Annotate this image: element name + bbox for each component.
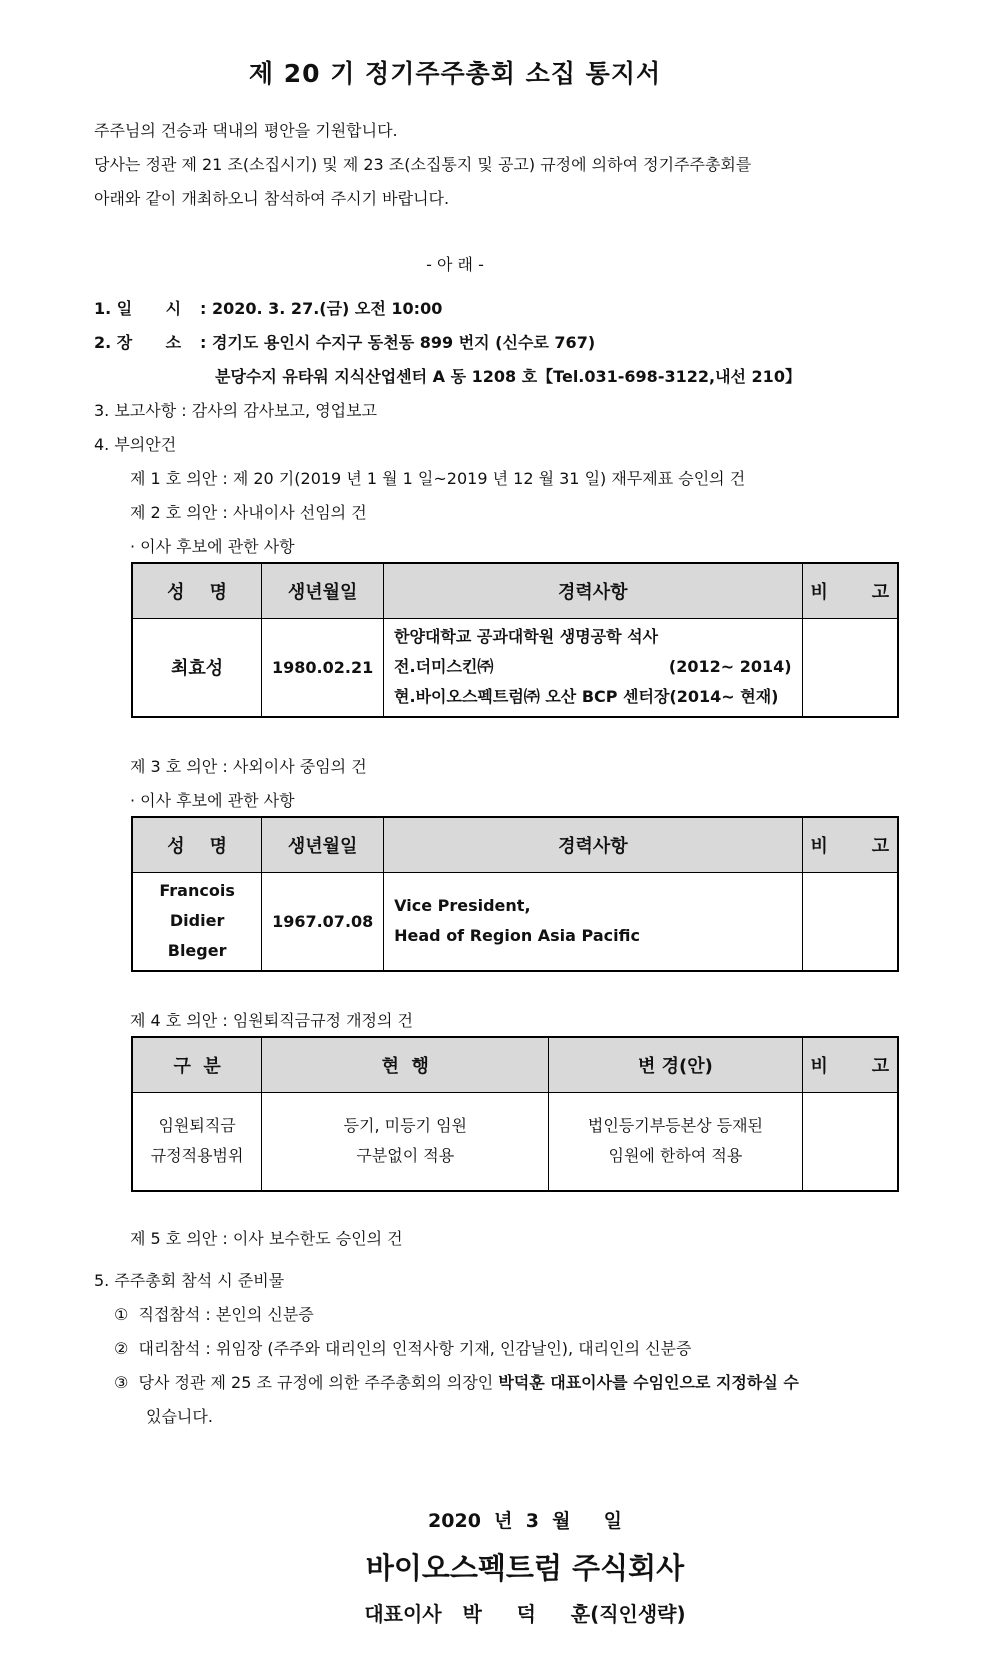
table-header-row	[132, 817, 898, 873]
footer-representative: 대표이사 박 덕 훈(직인생략)	[364, 1602, 686, 1626]
rule-current-2: 구분없이 적용	[356, 1146, 455, 1166]
intro-line-2: 당사는 정관 제 21 조(소집시기) 및 제 23 조(소집통지 및 공고) 규정에 의하여 정기주주총회를	[94, 155, 752, 174]
rule-category-1: 임원퇴직금	[158, 1116, 236, 1136]
place-value-2: 분당수지 유타워 지식산업센터 A 동 1208 호【Tel.031-698-3122,내선 210】	[215, 367, 801, 386]
agenda-4: 제 4 호 의안 : 임원퇴직금규정 개정의 건	[130, 1011, 414, 1030]
rule-category-2: 규정적용범위	[150, 1146, 244, 1166]
candidate-name	[132, 873, 262, 971]
datetime-label: 1. 일 시	[94, 299, 182, 318]
intro-line-1: 주주님의 건승과 댁내의 평안을 기원합니다.	[94, 121, 398, 140]
header-note: 비 고	[802, 1037, 898, 1093]
candidate-name-1: Francois	[159, 881, 235, 901]
career-line-2-company: 전.더미스킨㈜	[394, 657, 494, 677]
career-line-2: Head of Region Asia Pacific	[394, 926, 640, 946]
header-change: 변 경(안)	[549, 1037, 802, 1093]
footer-date: 2020 년 3 월 일	[428, 1510, 622, 1532]
intro-line-3: 아래와 같이 개최하오니 참석하여 주시기 바랍니다.	[94, 189, 450, 208]
rule-category	[132, 1093, 262, 1191]
candidate-name: 최효성	[132, 619, 262, 717]
candidate-birth: 1967.07.08	[262, 873, 384, 971]
table-header-row	[132, 563, 898, 619]
rule-change-1: 법인등기부등본상 등재된	[587, 1116, 763, 1136]
header-note: 비 고	[802, 817, 898, 873]
prep-item-1: ① 직접참석 : 본인의 신분증	[114, 1305, 314, 1324]
header-career: 경력사항	[384, 817, 802, 873]
header-birth: 생년월일	[262, 817, 384, 873]
prep-heading: 5. 주주총회 참석 시 준비물	[94, 1271, 285, 1290]
agenda-1: 제 1 호 의안 : 제 20 기(2019 년 1 월 1 일~2019 년 12 월 31 일) 재무제표 승인의 건	[130, 469, 746, 488]
footer-company: 바이오스펙트럼 주식회사	[365, 1551, 685, 1585]
prep-item-2: ② 대리참석 : 위임장 (주주와 대리인의 인적사항 기재, 인감날인), 대리인의 신분증	[114, 1339, 692, 1358]
rule-change-2: 임원에 한하여 적용	[608, 1146, 743, 1166]
candidate-name-3: Bleger	[167, 941, 227, 961]
career-line-2	[394, 652, 802, 682]
agenda-heading: 4. 부의안건	[94, 435, 177, 454]
table-row	[132, 873, 898, 971]
candidate-note-2: · 이사 후보에 관한 사항	[130, 791, 295, 810]
center-mark: - 아 래 -	[426, 255, 484, 274]
page-title: 제 20 기 정기주주총회 소집 통지서	[248, 59, 662, 88]
agenda-2: 제 2 호 의안 : 사내이사 선임의 건	[130, 503, 367, 522]
header-birth: 생년월일	[262, 563, 384, 619]
prep-item-3-text: ③ 당사 정관 제 25 조 규정에 의한 주주총회의 의장인	[114, 1373, 499, 1392]
header-category: 구 분	[132, 1037, 262, 1093]
rule-change	[549, 1093, 802, 1191]
inside-director-table	[131, 562, 899, 718]
rule-current	[262, 1093, 549, 1191]
career-line-3: 현.바이오스펙트럼㈜ 오산 BCP 센터장(2014~ 현재)	[394, 687, 779, 707]
candidate-note	[802, 619, 898, 717]
rule-note	[802, 1093, 898, 1191]
table-row	[132, 619, 898, 717]
header-note: 비 고	[802, 563, 898, 619]
career-line-2-period: (2012~ 2014)	[668, 657, 792, 677]
prep-item-3-bold: 박덕훈 대표이사를 수임인으로 지정하실 수	[498, 1373, 799, 1392]
place-label: 2. 장 소	[94, 333, 182, 352]
agenda-5: 제 5 호 의안 : 이사 보수한도 승인의 건	[130, 1229, 403, 1248]
prep-item-3-cont: 있습니다.	[146, 1407, 213, 1426]
header-name: 성 명	[132, 563, 262, 619]
agenda-3: 제 3 호 의안 : 사외이사 중임의 건	[130, 757, 367, 776]
candidate-career	[384, 619, 803, 717]
header-name: 성 명	[132, 817, 262, 873]
career-line-1: Vice President,	[394, 896, 531, 916]
header-career: 경력사항	[384, 563, 803, 619]
outside-director-table	[131, 816, 899, 972]
datetime-value: : 2020. 3. 27.(금) 오전 10:00	[200, 299, 443, 318]
candidate-career	[384, 873, 802, 971]
candidate-note-1: · 이사 후보에 관한 사항	[130, 537, 295, 556]
table-row	[132, 1093, 898, 1191]
candidate-note	[802, 873, 898, 971]
prep-item-3	[114, 1370, 799, 1393]
rule-current-1: 등기, 미등기 임원	[343, 1116, 467, 1136]
candidate-name-2: Didier	[169, 911, 225, 931]
career-line-1: 한양대학교 공과대학원 생명공학 석사	[394, 627, 659, 647]
report-item: 3. 보고사항 : 감사의 감사보고, 영업보고	[94, 401, 378, 420]
place-value: : 경기도 용인시 수지구 동천동 899 번지 (신수로 767)	[200, 333, 596, 352]
candidate-birth: 1980.02.21	[262, 619, 384, 717]
header-current: 현 행	[262, 1037, 549, 1093]
retirement-rule-table	[131, 1036, 899, 1192]
table-header-row	[132, 1037, 898, 1093]
